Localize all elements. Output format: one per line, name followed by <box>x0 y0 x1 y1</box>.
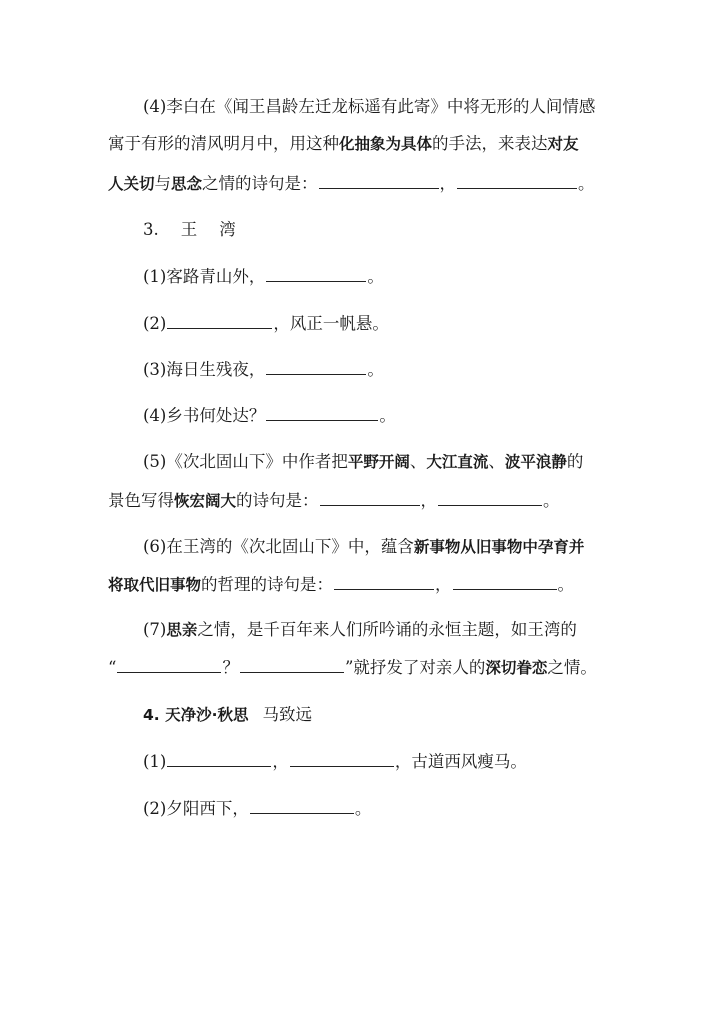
bold-text: 恢宏阔大 <box>174 492 237 510</box>
punct: 。 <box>557 575 575 594</box>
q4-li-bai-line-1 <box>143 96 595 118</box>
answer-blank[interactable] <box>319 172 439 189</box>
q4-bold: 思念 <box>171 175 203 193</box>
s3-q7-line-1 <box>143 619 577 641</box>
s3-q6-line-2 <box>108 573 574 596</box>
poem-author: 马致远 <box>262 705 312 724</box>
q4-text: 寓于有形的清风明月中，用这种 <box>108 134 339 153</box>
answer-blank[interactable] <box>250 797 354 814</box>
poem-title: 4. 天净沙·秋思 <box>143 706 249 724</box>
punct: 。 <box>543 491 560 510</box>
answer-blank[interactable] <box>320 489 420 506</box>
answer-blank[interactable] <box>453 573 557 590</box>
punct: ， <box>435 575 452 594</box>
q4-li-bai-line-2 <box>108 133 579 155</box>
question-text: 的哲理的诗句是： <box>201 575 334 594</box>
section-3-title <box>143 219 236 241</box>
author-name-1: 王 <box>180 220 198 239</box>
punct: 。 <box>379 406 396 425</box>
question-text: (2) <box>143 314 167 333</box>
question-text: (5)《次北固山下》中作者把 <box>143 452 348 471</box>
author-name-2: 湾 <box>219 220 236 239</box>
q4-text: 的手法，来表达 <box>432 134 548 153</box>
answer-blank[interactable] <box>240 656 344 673</box>
answer-blank[interactable] <box>266 404 378 421</box>
bold-text: 大江直流 <box>426 453 489 471</box>
question-text: 的诗句是： <box>236 491 319 510</box>
punct: ？ <box>222 658 239 677</box>
answer-blank[interactable] <box>117 656 221 673</box>
s4-q1 <box>143 750 527 773</box>
s3-q4 <box>143 404 396 427</box>
s3-q2 <box>143 312 389 335</box>
bold-text: 新事物从旧事物中孕育并 <box>413 538 585 556</box>
s3-q5-line-2 <box>108 489 560 512</box>
punct: 、 <box>409 452 427 471</box>
answer-blank[interactable] <box>334 573 434 590</box>
bold-text: 波平浪静 <box>504 453 567 471</box>
bold-text: 思亲 <box>166 621 198 639</box>
question-text: (1)客路青山外， <box>143 267 266 286</box>
bold-text: 平野开阔 <box>347 453 410 471</box>
question-text: (7) <box>143 620 167 639</box>
q4-text: (4)李白在《闻王昌龄左迁龙标遥有此寄》中将无形的人间情感 <box>143 97 596 116</box>
s3-q3 <box>143 358 384 381</box>
answer-blank[interactable] <box>457 172 577 189</box>
question-text: ，风正一帆悬。 <box>273 314 389 333</box>
s3-q5-line-1 <box>143 451 583 473</box>
s4-q2 <box>143 797 371 820</box>
q4-text: 之情的诗句是： <box>202 174 318 193</box>
question-text: (2)夕阳西下， <box>143 799 249 818</box>
question-text: (4)乡书何处达？ <box>143 406 266 425</box>
bold-text: 将取代旧事物 <box>108 576 202 594</box>
q4-li-bai-line-3 <box>108 172 595 195</box>
q4-bold: 人关切 <box>108 175 155 193</box>
answer-blank[interactable] <box>266 358 366 375</box>
question-text: (6)在王湾的《次北固山下》中，蕴含 <box>143 537 414 556</box>
question-text: (1) <box>143 752 167 771</box>
punct: “ <box>108 658 117 677</box>
answer-blank[interactable] <box>167 750 271 767</box>
question-text: 之情。 <box>547 658 597 677</box>
question-text: ”就抒发了对亲人的 <box>344 658 486 677</box>
question-text: (3)海日生残夜， <box>143 360 266 379</box>
question-text: 的 <box>566 452 584 471</box>
punct: ， <box>439 174 457 193</box>
punct: 。 <box>354 799 372 818</box>
question-text: ，古道西风瘦马。 <box>394 752 527 771</box>
question-text: 之情，是千百年来人们所吟诵的永恒主题，如王湾的 <box>197 620 577 639</box>
answer-blank[interactable] <box>438 489 542 506</box>
s3-q6-line-1 <box>143 536 584 558</box>
answer-blank[interactable] <box>266 265 366 282</box>
answer-blank[interactable] <box>167 312 272 329</box>
punct: 。 <box>367 360 384 379</box>
section-number: 3. <box>143 220 159 239</box>
q4-text: 与 <box>154 174 172 193</box>
punct: 、 <box>488 452 505 471</box>
q4-bold: 对友 <box>547 135 579 153</box>
q4-bold: 化抽象为具体 <box>339 135 433 153</box>
s3-q1 <box>143 265 384 288</box>
punct: ， <box>272 752 289 771</box>
bold-text: 深切眷恋 <box>485 659 548 677</box>
punct: 。 <box>578 174 595 193</box>
section-4-title <box>143 704 312 726</box>
punct: ， <box>420 491 438 510</box>
answer-blank[interactable] <box>290 750 394 767</box>
question-text: 景色写得 <box>108 491 174 510</box>
s3-q7-line-2 <box>108 656 597 679</box>
punct: 。 <box>367 267 384 286</box>
